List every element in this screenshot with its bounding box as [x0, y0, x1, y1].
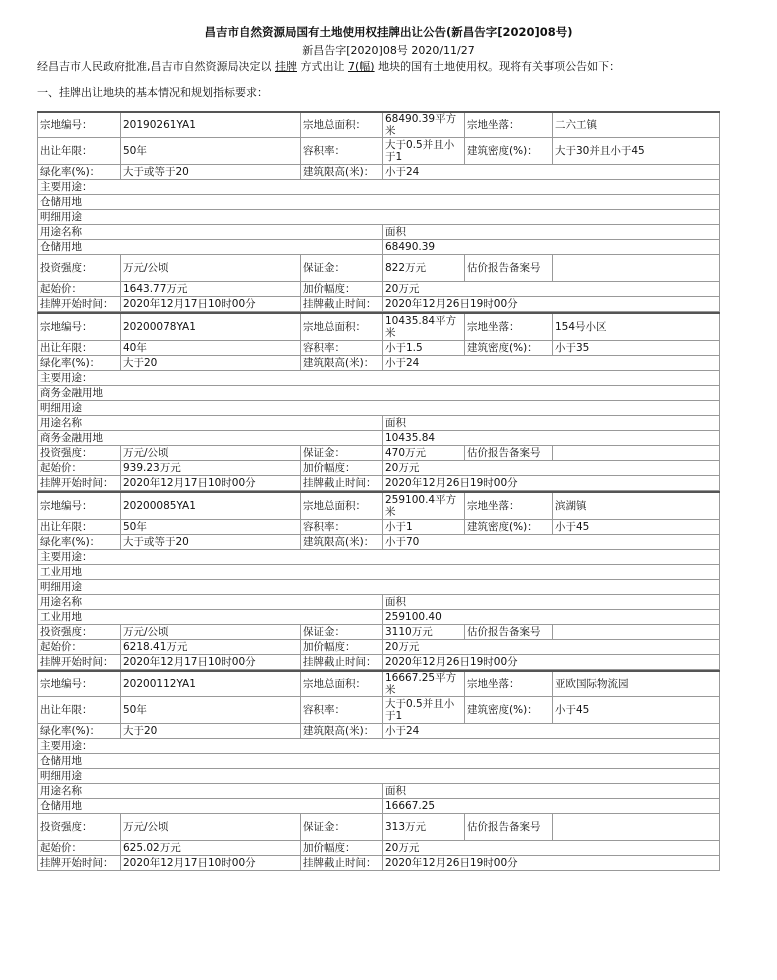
deposit-value: 313万元 [383, 814, 465, 841]
start-price-value: 939.23万元 [121, 461, 301, 476]
use-name-label: 用途名称 [38, 595, 383, 610]
building-density-label: 建筑密度(%)： [465, 697, 553, 724]
location-value: 二六工镇 [553, 112, 720, 138]
listing-end-label: 挂牌截止时间： [301, 655, 383, 670]
location-label: 宗地坐落： [465, 313, 553, 341]
appraisal-label: 估价报告备案号 [465, 255, 553, 282]
location-value: 154号小区 [553, 313, 720, 341]
term-value: 50年 [121, 697, 301, 724]
total-area-value: 16667.25平方米 [383, 671, 465, 697]
height-limit-label: 建筑限高(米)： [301, 535, 383, 550]
increment-label: 加价幅度： [301, 282, 383, 297]
detail-use-label: 明细用途 [38, 210, 720, 225]
increment-value: 20万元 [383, 841, 720, 856]
green-ratio-value: 大于或等于20 [121, 535, 301, 550]
green-ratio-value: 大于或等于20 [121, 165, 301, 180]
deposit-label: 保证金： [301, 255, 383, 282]
parcel-table [37, 312, 720, 491]
start-price-value: 6218.41万元 [121, 640, 301, 655]
term-value: 40年 [121, 341, 301, 356]
use-name-value: 仓储用地 [38, 799, 383, 814]
listing-end-value: 2020年12月26日19时00分 [383, 297, 720, 312]
main-use-value: 商务金融用地 [38, 386, 720, 401]
height-limit-value: 小于70 [383, 535, 720, 550]
listing-start-value: 2020年12月17日10时00分 [121, 655, 301, 670]
height-limit-value: 小于24 [383, 724, 720, 739]
main-use-label: 主要用途： [38, 180, 720, 195]
area-value: 68490.39 [383, 240, 720, 255]
main-use-label: 主要用途： [38, 739, 720, 754]
building-density-value: 小于45 [553, 520, 720, 535]
building-density-value: 大于30并且小于45 [553, 138, 720, 165]
start-price-label: 起始价： [38, 841, 121, 856]
height-limit-value: 小于24 [383, 356, 720, 371]
appraisal-value [553, 814, 720, 841]
increment-value: 20万元 [383, 282, 720, 297]
listing-end-label: 挂牌截止时间： [301, 297, 383, 312]
location-value: 亚欧国际物流园 [553, 671, 720, 697]
listing-start-value: 2020年12月17日10时00分 [121, 297, 301, 312]
main-use-label: 主要用途： [38, 550, 720, 565]
location-value: 滨湖镇 [553, 492, 720, 520]
main-use-value: 仓储用地 [38, 195, 720, 210]
area-value: 10435.84 [383, 431, 720, 446]
area-label: 面积 [383, 225, 720, 240]
term-label: 出让年限： [38, 138, 121, 165]
green-ratio-value: 大于20 [121, 356, 301, 371]
deposit-label: 保证金： [301, 625, 383, 640]
plot-ratio-value: 小于1 [383, 520, 465, 535]
green-ratio-label: 绿化率(%)： [38, 165, 121, 180]
listing-start-label: 挂牌开始时间： [38, 476, 121, 491]
green-ratio-value: 大于20 [121, 724, 301, 739]
start-price-label: 起始价： [38, 282, 121, 297]
intro-text [37, 60, 777, 74]
building-density-label: 建筑密度(%)： [465, 341, 553, 356]
intro-mid: 方式出让 [300, 60, 345, 73]
parcel-count-link[interactable]: 7(幅) [348, 60, 375, 73]
term-label: 出让年限： [38, 697, 121, 724]
parcel-table [37, 670, 720, 871]
start-price-value: 1643.77万元 [121, 282, 301, 297]
total-area-value: 259100.4平方米 [383, 492, 465, 520]
listing-start-value: 2020年12月17日10时00分 [121, 856, 301, 871]
location-label: 宗地坐落： [465, 492, 553, 520]
plot-ratio-label: 容积率： [301, 520, 383, 535]
total-area-label: 宗地总面积： [301, 313, 383, 341]
total-area-value: 10435.84平方米 [383, 313, 465, 341]
plot-ratio-label: 容积率： [301, 138, 383, 165]
parcel-no-value: 20200085YA1 [121, 492, 301, 520]
appraisal-value [553, 446, 720, 461]
green-ratio-label: 绿化率(%)： [38, 724, 121, 739]
appraisal-label: 估价报告备案号 [465, 446, 553, 461]
building-density-value: 小于35 [553, 341, 720, 356]
height-limit-label: 建筑限高(米)： [301, 165, 383, 180]
deposit-value: 470万元 [383, 446, 465, 461]
investment-value: 万元/公顷 [121, 255, 301, 282]
increment-label: 加价幅度： [301, 841, 383, 856]
announcement-number: 新昌告字[2020]08号 2020/11/27 [302, 44, 475, 57]
listing-end-label: 挂牌截止时间： [301, 856, 383, 871]
page-title: 昌吉市自然资源局国有土地使用权挂牌出让公告(新昌告字[2020]08号) [204, 25, 573, 39]
total-area-label: 宗地总面积： [301, 492, 383, 520]
detail-use-label: 明细用途 [38, 580, 720, 595]
building-density-label: 建筑密度(%)： [465, 520, 553, 535]
main-use-value: 仓储用地 [38, 754, 720, 769]
term-label: 出让年限： [38, 341, 121, 356]
area-value: 259100.40 [383, 610, 720, 625]
building-density-value: 小于45 [553, 697, 720, 724]
intro-post: 地块的国有土地使用权。现将有关事项公告如下： [378, 60, 621, 73]
increment-label: 加价幅度： [301, 640, 383, 655]
plot-ratio-label: 容积率： [301, 697, 383, 724]
parcel-no-value: 20190261YA1 [121, 112, 301, 138]
investment-label: 投资强度： [38, 446, 121, 461]
area-label: 面积 [383, 784, 720, 799]
investment-label: 投资强度： [38, 255, 121, 282]
detail-use-label: 明细用途 [38, 769, 720, 784]
total-area-label: 宗地总面积： [301, 112, 383, 138]
use-name-value: 工业用地 [38, 610, 383, 625]
height-limit-label: 建筑限高(米)： [301, 724, 383, 739]
listing-end-value: 2020年12月26日19时00分 [383, 655, 720, 670]
total-area-label: 宗地总面积： [301, 671, 383, 697]
term-value: 50年 [121, 520, 301, 535]
listing-end-value: 2020年12月26日19时00分 [383, 856, 720, 871]
investment-label: 投资强度： [38, 625, 121, 640]
use-name-label: 用途名称 [38, 416, 383, 431]
listing-start-value: 2020年12月17日10时00分 [121, 476, 301, 491]
increment-value: 20万元 [383, 640, 720, 655]
parcel-list [37, 111, 719, 871]
area-label: 面积 [383, 595, 720, 610]
use-name-label: 用途名称 [38, 225, 383, 240]
listing-start-label: 挂牌开始时间： [38, 297, 121, 312]
appraisal-value [553, 625, 720, 640]
parcel-no-value: 20200112YA1 [121, 671, 301, 697]
parcel-no-label: 宗地编号： [38, 313, 121, 341]
appraisal-label: 估价报告备案号 [465, 814, 553, 841]
term-label: 出让年限： [38, 520, 121, 535]
height-limit-value: 小于24 [383, 165, 720, 180]
plot-ratio-value: 大于0.5并且小于1 [383, 697, 465, 724]
investment-value: 万元/公顷 [121, 814, 301, 841]
area-label: 面积 [383, 416, 720, 431]
use-name-value: 仓储用地 [38, 240, 383, 255]
height-limit-label: 建筑限高(米)： [301, 356, 383, 371]
start-price-label: 起始价： [38, 640, 121, 655]
parcel-no-label: 宗地编号： [38, 492, 121, 520]
building-density-label: 建筑密度(%)： [465, 138, 553, 165]
total-area-value: 68490.39平方米 [383, 112, 465, 138]
detail-use-label: 明细用途 [38, 401, 720, 416]
location-label: 宗地坐落： [465, 671, 553, 697]
green-ratio-label: 绿化率(%)： [38, 356, 121, 371]
intro-pre: 经昌吉市人民政府批准,昌吉市自然资源局决定以 [37, 60, 272, 73]
parcel-no-value: 20200078YA1 [121, 313, 301, 341]
deposit-value: 822万元 [383, 255, 465, 282]
plot-ratio-value: 小于1.5 [383, 341, 465, 356]
increment-value: 20万元 [383, 461, 720, 476]
parcel-table [37, 491, 720, 670]
plot-ratio-value: 大于0.5并且小于1 [383, 138, 465, 165]
increment-label: 加价幅度： [301, 461, 383, 476]
use-name-label: 用途名称 [38, 784, 383, 799]
listing-end-value: 2020年12月26日19时00分 [383, 476, 720, 491]
appraisal-label: 估价报告备案号 [465, 625, 553, 640]
use-name-value: 商务金融用地 [38, 431, 383, 446]
parcel-no-label: 宗地编号： [38, 671, 121, 697]
location-label: 宗地坐落： [465, 112, 553, 138]
deposit-label: 保证金： [301, 814, 383, 841]
deposit-value: 3110万元 [383, 625, 465, 640]
listing-start-label: 挂牌开始时间： [38, 655, 121, 670]
main-use-label: 主要用途： [38, 371, 720, 386]
start-price-label: 起始价： [38, 461, 121, 476]
main-use-value: 工业用地 [38, 565, 720, 580]
appraisal-value [553, 255, 720, 282]
section-title: 一、挂牌出让地块的基本情况和规划指标要求： [37, 86, 268, 99]
deposit-label: 保证金： [301, 446, 383, 461]
green-ratio-label: 绿化率(%)： [38, 535, 121, 550]
plot-ratio-label: 容积率： [301, 341, 383, 356]
parcel-no-label: 宗地编号： [38, 112, 121, 138]
listing-start-label: 挂牌开始时间： [38, 856, 121, 871]
start-price-value: 625.02万元 [121, 841, 301, 856]
parcel-table [37, 111, 720, 312]
investment-value: 万元/公顷 [121, 446, 301, 461]
transfer-method-link[interactable]: 挂牌 [275, 60, 297, 73]
investment-value: 万元/公顷 [121, 625, 301, 640]
term-value: 50年 [121, 138, 301, 165]
area-value: 16667.25 [383, 799, 720, 814]
investment-label: 投资强度： [38, 814, 121, 841]
listing-end-label: 挂牌截止时间： [301, 476, 383, 491]
